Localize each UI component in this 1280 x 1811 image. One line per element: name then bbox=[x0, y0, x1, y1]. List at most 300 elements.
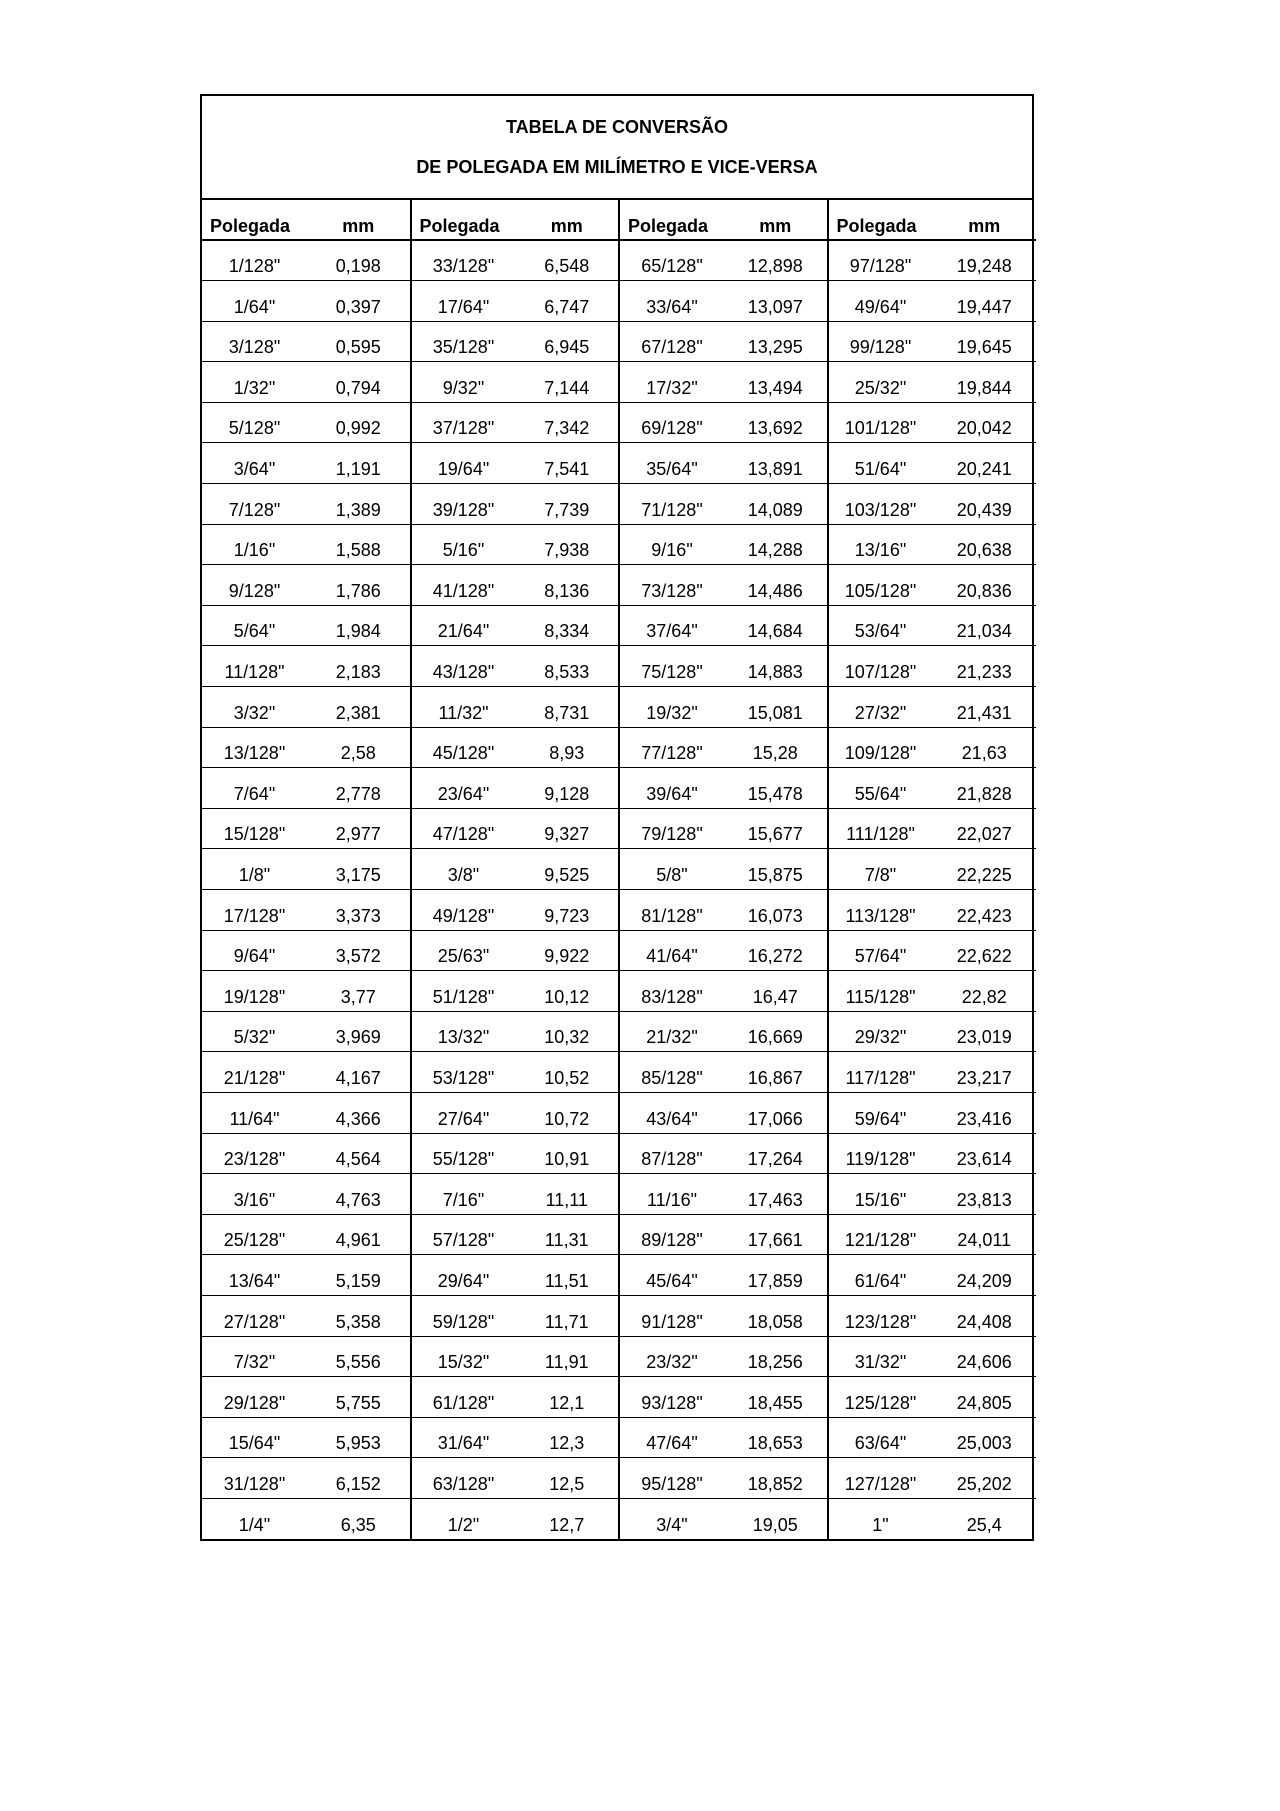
cell-polegada: 89/128" bbox=[619, 1214, 724, 1255]
cell-polegada: 15/32" bbox=[411, 1336, 516, 1377]
cell-polegada: 57/64" bbox=[828, 930, 933, 971]
cell-mm: 18,256 bbox=[724, 1336, 828, 1377]
cell-polegada: 5/8" bbox=[619, 849, 724, 890]
cell-mm: 9,723 bbox=[516, 890, 620, 931]
cell-mm: 11,31 bbox=[516, 1214, 620, 1255]
cell-mm: 21,034 bbox=[933, 605, 1037, 646]
table-row bbox=[202, 1214, 1036, 1255]
cell-mm: 14,089 bbox=[724, 484, 828, 525]
cell-mm: 17,661 bbox=[724, 1214, 828, 1255]
cell-polegada: 15/128" bbox=[202, 808, 307, 849]
cell-polegada: 53/128" bbox=[411, 1052, 516, 1093]
cell-polegada: 1/64" bbox=[202, 281, 307, 322]
cell-mm: 22,82 bbox=[933, 971, 1037, 1012]
cell-mm: 6,945 bbox=[516, 321, 620, 362]
header-mm: mm bbox=[933, 200, 1037, 240]
cell-mm: 19,248 bbox=[933, 240, 1037, 281]
cell-polegada: 109/128" bbox=[828, 727, 933, 768]
cell-polegada: 13/128" bbox=[202, 727, 307, 768]
cell-mm: 16,073 bbox=[724, 890, 828, 931]
table-row bbox=[202, 930, 1036, 971]
cell-polegada: 5/16" bbox=[411, 524, 516, 565]
cell-polegada: 47/64" bbox=[619, 1417, 724, 1458]
cell-mm: 20,042 bbox=[933, 402, 1037, 443]
cell-polegada: 13/16" bbox=[828, 524, 933, 565]
cell-polegada: 1/32" bbox=[202, 362, 307, 403]
cell-mm: 20,638 bbox=[933, 524, 1037, 565]
cell-polegada: 97/128" bbox=[828, 240, 933, 281]
cell-polegada: 57/128" bbox=[411, 1214, 516, 1255]
cell-polegada: 9/32" bbox=[411, 362, 516, 403]
cell-mm: 9,525 bbox=[516, 849, 620, 890]
cell-polegada: 65/128" bbox=[619, 240, 724, 281]
cell-mm: 15,28 bbox=[724, 727, 828, 768]
cell-mm: 1,389 bbox=[307, 484, 411, 525]
header-polegada: Polegada bbox=[619, 200, 724, 240]
cell-polegada: 119/128" bbox=[828, 1133, 933, 1174]
cell-polegada: 77/128" bbox=[619, 727, 724, 768]
cell-polegada: 31/128" bbox=[202, 1458, 307, 1499]
cell-polegada: 17/32" bbox=[619, 362, 724, 403]
cell-mm: 2,183 bbox=[307, 646, 411, 687]
table-row bbox=[202, 768, 1036, 809]
table-row bbox=[202, 484, 1036, 525]
cell-polegada: 83/128" bbox=[619, 971, 724, 1012]
cell-polegada: 101/128" bbox=[828, 402, 933, 443]
cell-polegada: 117/128" bbox=[828, 1052, 933, 1093]
cell-mm: 25,202 bbox=[933, 1458, 1037, 1499]
cell-polegada: 21/64" bbox=[411, 605, 516, 646]
cell-mm: 14,288 bbox=[724, 524, 828, 565]
cell-polegada: 51/128" bbox=[411, 971, 516, 1012]
cell-mm: 17,264 bbox=[724, 1133, 828, 1174]
cell-polegada: 59/128" bbox=[411, 1295, 516, 1336]
cell-mm: 24,408 bbox=[933, 1295, 1037, 1336]
cell-mm: 23,416 bbox=[933, 1092, 1037, 1133]
cell-polegada: 61/64" bbox=[828, 1255, 933, 1296]
cell-polegada: 1/2" bbox=[411, 1498, 516, 1539]
cell-polegada: 11/16" bbox=[619, 1174, 724, 1215]
cell-polegada: 3/64" bbox=[202, 443, 307, 484]
cell-mm: 12,7 bbox=[549, 1515, 585, 1535]
table-title-block bbox=[202, 96, 1032, 200]
cell-mm: 19,645 bbox=[933, 321, 1037, 362]
cell-polegada: 53/64" bbox=[828, 605, 933, 646]
table-row bbox=[202, 565, 1036, 606]
cell-polegada: 43/128" bbox=[411, 646, 516, 687]
cell-mm: 15,478 bbox=[724, 768, 828, 809]
cell-polegada: 37/64" bbox=[619, 605, 724, 646]
table-row bbox=[202, 1336, 1036, 1377]
table-row bbox=[202, 971, 1036, 1012]
cell-mm: 13,097 bbox=[724, 281, 828, 322]
cell-mm: 12,3 bbox=[516, 1417, 620, 1458]
cell-mm: 16,867 bbox=[724, 1052, 828, 1093]
cell-polegada: 7/64" bbox=[202, 768, 307, 809]
cell-mm: 0,992 bbox=[307, 402, 411, 443]
cell-mm: 11,71 bbox=[516, 1295, 620, 1336]
cell-polegada: 107/128" bbox=[828, 646, 933, 687]
cell-polegada: 73/128" bbox=[619, 565, 724, 606]
table-row bbox=[202, 1133, 1036, 1174]
cell-mm: 1,588 bbox=[307, 524, 411, 565]
table-row bbox=[202, 1377, 1036, 1418]
conversion-table-sheet bbox=[200, 94, 1034, 1541]
cell-polegada: 21/32" bbox=[619, 1011, 724, 1052]
cell-mm: 21,431 bbox=[933, 687, 1037, 728]
cell-mm: 7,144 bbox=[516, 362, 620, 403]
conversion-table bbox=[202, 200, 1036, 1539]
cell-polegada: 5/128" bbox=[202, 402, 307, 443]
cell-polegada: 39/128" bbox=[411, 484, 516, 525]
cell-mm: 22,225 bbox=[933, 849, 1037, 890]
cell-polegada: 15/64" bbox=[202, 1417, 307, 1458]
cell-mm: 13,891 bbox=[724, 443, 828, 484]
cell-polegada: 63/128" bbox=[411, 1458, 516, 1499]
cell-polegada: 9/64" bbox=[202, 930, 307, 971]
cell-mm: 23,813 bbox=[933, 1174, 1037, 1215]
cell-mm: 16,272 bbox=[724, 930, 828, 971]
cell-mm: 20,836 bbox=[933, 565, 1037, 606]
cell-mm: 4,366 bbox=[307, 1092, 411, 1133]
cell-mm: 25,003 bbox=[933, 1417, 1037, 1458]
cell-mm: 8,731 bbox=[516, 687, 620, 728]
cell-mm: 2,778 bbox=[307, 768, 411, 809]
cell-polegada: 63/64" bbox=[828, 1417, 933, 1458]
cell-mm: 3,969 bbox=[307, 1011, 411, 1052]
table-row bbox=[202, 808, 1036, 849]
table-row bbox=[202, 890, 1036, 931]
cell-mm: 9,128 bbox=[516, 768, 620, 809]
cell-mm: 14,486 bbox=[724, 565, 828, 606]
cell-polegada: 29/64" bbox=[411, 1255, 516, 1296]
cell-polegada: 9/128" bbox=[202, 565, 307, 606]
cell-mm: 5,755 bbox=[307, 1377, 411, 1418]
cell-polegada: 19/32" bbox=[619, 687, 724, 728]
table-row bbox=[202, 1255, 1036, 1296]
cell-mm: 3,77 bbox=[307, 971, 411, 1012]
cell-polegada: 25/63" bbox=[411, 930, 516, 971]
cell-mm: 9,922 bbox=[516, 930, 620, 971]
cell-polegada: 81/128" bbox=[619, 890, 724, 931]
cell-mm: 6,747 bbox=[516, 281, 620, 322]
cell-mm: 16,47 bbox=[724, 971, 828, 1012]
cell-mm: 4,167 bbox=[307, 1052, 411, 1093]
cell-polegada: 21/128" bbox=[202, 1052, 307, 1093]
cell-polegada: 5/32" bbox=[202, 1011, 307, 1052]
cell-mm: 11,11 bbox=[516, 1174, 620, 1215]
cell-mm: 21,233 bbox=[933, 646, 1037, 687]
table-row bbox=[202, 1174, 1036, 1215]
cell-polegada: 55/128" bbox=[411, 1133, 516, 1174]
table-row bbox=[202, 646, 1036, 687]
cell-polegada: 37/128" bbox=[411, 402, 516, 443]
cell-polegada: 3/4" bbox=[619, 1498, 724, 1539]
cell-polegada: 9/16" bbox=[619, 524, 724, 565]
cell-polegada: 27/128" bbox=[202, 1295, 307, 1336]
cell-polegada: 17/64" bbox=[411, 281, 516, 322]
table-row bbox=[202, 1052, 1036, 1093]
cell-mm: 0,198 bbox=[307, 240, 411, 281]
cell-polegada: 93/128" bbox=[619, 1377, 724, 1418]
cell-mm: 23,019 bbox=[933, 1011, 1037, 1052]
cell-mm: 15,875 bbox=[724, 849, 828, 890]
cell-mm: 19,447 bbox=[933, 281, 1037, 322]
cell-mm: 7,342 bbox=[516, 402, 620, 443]
cell-mm: 17,066 bbox=[724, 1092, 828, 1133]
cell-polegada: 33/128" bbox=[411, 240, 516, 281]
cell-polegada: 99/128" bbox=[828, 321, 933, 362]
cell-mm: 12,5 bbox=[516, 1458, 620, 1499]
cell-mm: 3,373 bbox=[307, 890, 411, 931]
table-row bbox=[202, 849, 1036, 890]
table-row bbox=[202, 240, 1036, 281]
cell-mm: 13,494 bbox=[724, 362, 828, 403]
header-mm: mm bbox=[516, 200, 620, 240]
cell-mm: 24,805 bbox=[933, 1377, 1037, 1418]
cell-polegada: 1" bbox=[828, 1498, 933, 1539]
cell-polegada: 87/128" bbox=[619, 1133, 724, 1174]
cell-polegada: 51/64" bbox=[828, 443, 933, 484]
cell-mm: 1,786 bbox=[307, 565, 411, 606]
cell-mm: 0,595 bbox=[307, 321, 411, 362]
cell-mm: 17,859 bbox=[724, 1255, 828, 1296]
cell-polegada: 39/64" bbox=[619, 768, 724, 809]
cell-polegada: 115/128" bbox=[828, 971, 933, 1012]
cell-polegada: 15/16" bbox=[828, 1174, 933, 1215]
cell-polegada: 11/64" bbox=[202, 1092, 307, 1133]
table-row bbox=[202, 281, 1036, 322]
cell-mm: 10,91 bbox=[516, 1133, 620, 1174]
cell-polegada: 27/32" bbox=[828, 687, 933, 728]
cell-polegada: 55/64" bbox=[828, 768, 933, 809]
cell-mm: 10,72 bbox=[516, 1092, 620, 1133]
cell-polegada: 45/64" bbox=[619, 1255, 724, 1296]
cell-polegada: 67/128" bbox=[619, 321, 724, 362]
cell-polegada: 41/64" bbox=[619, 930, 724, 971]
cell-mm: 12,898 bbox=[724, 240, 828, 281]
cell-mm: 18,653 bbox=[724, 1417, 828, 1458]
cell-mm: 8,93 bbox=[516, 727, 620, 768]
cell-mm: 11,51 bbox=[516, 1255, 620, 1296]
cell-mm: 7,739 bbox=[516, 484, 620, 525]
cell-mm: 17,463 bbox=[724, 1174, 828, 1215]
cell-mm: 10,32 bbox=[516, 1011, 620, 1052]
cell-polegada: 17/128" bbox=[202, 890, 307, 931]
cell-mm: 6,35 bbox=[340, 1515, 376, 1535]
cell-polegada: 49/128" bbox=[411, 890, 516, 931]
header-polegada: Polegada bbox=[828, 200, 933, 240]
cell-polegada: 103/128" bbox=[828, 484, 933, 525]
cell-mm: 0,794 bbox=[307, 362, 411, 403]
cell-polegada: 13/32" bbox=[411, 1011, 516, 1052]
cell-mm: 14,684 bbox=[724, 605, 828, 646]
table-row bbox=[202, 687, 1036, 728]
cell-mm: 7,541 bbox=[516, 443, 620, 484]
cell-polegada: 125/128" bbox=[828, 1377, 933, 1418]
table-row bbox=[202, 605, 1036, 646]
cell-mm: 9,327 bbox=[516, 808, 620, 849]
cell-polegada: 45/128" bbox=[411, 727, 516, 768]
cell-polegada: 41/128" bbox=[411, 565, 516, 606]
cell-polegada: 61/128" bbox=[411, 1377, 516, 1418]
cell-mm: 4,763 bbox=[307, 1174, 411, 1215]
cell-mm: 8,334 bbox=[516, 605, 620, 646]
cell-mm: 19,05 bbox=[752, 1515, 798, 1535]
cell-polegada: 35/128" bbox=[411, 321, 516, 362]
cell-mm: 2,381 bbox=[307, 687, 411, 728]
cell-polegada: 25/128" bbox=[202, 1214, 307, 1255]
cell-mm: 6,548 bbox=[516, 240, 620, 281]
cell-mm: 21,828 bbox=[933, 768, 1037, 809]
cell-mm: 24,011 bbox=[933, 1214, 1037, 1255]
cell-mm: 14,883 bbox=[724, 646, 828, 687]
cell-mm: 15,677 bbox=[724, 808, 828, 849]
cell-polegada: 3/8" bbox=[411, 849, 516, 890]
cell-mm: 18,852 bbox=[724, 1458, 828, 1499]
cell-mm: 4,564 bbox=[307, 1133, 411, 1174]
cell-polegada: 23/64" bbox=[411, 768, 516, 809]
cell-mm: 12,1 bbox=[516, 1377, 620, 1418]
cell-mm: 4,961 bbox=[307, 1214, 411, 1255]
cell-polegada: 11/128" bbox=[202, 646, 307, 687]
cell-mm: 22,027 bbox=[933, 808, 1037, 849]
cell-polegada: 29/32" bbox=[828, 1011, 933, 1052]
cell-polegada: 25/32" bbox=[828, 362, 933, 403]
cell-polegada: 1/8" bbox=[202, 849, 307, 890]
cell-polegada: 123/128" bbox=[828, 1295, 933, 1336]
cell-mm: 5,159 bbox=[307, 1255, 411, 1296]
cell-polegada: 3/128" bbox=[202, 321, 307, 362]
cell-polegada: 113/128" bbox=[828, 890, 933, 931]
cell-polegada: 7/32" bbox=[202, 1336, 307, 1377]
cell-polegada: 1/4" bbox=[238, 1515, 271, 1535]
table-title: TABELA DE CONVERSÃO bbox=[505, 117, 728, 137]
cell-mm: 8,136 bbox=[516, 565, 620, 606]
cell-mm: 0,397 bbox=[307, 281, 411, 322]
cell-polegada: 121/128" bbox=[828, 1214, 933, 1255]
cell-mm: 18,455 bbox=[724, 1377, 828, 1418]
cell-polegada: 95/128" bbox=[619, 1458, 724, 1499]
cell-mm: 22,423 bbox=[933, 890, 1037, 931]
cell-polegada: 7/128" bbox=[202, 484, 307, 525]
cell-mm: 8,533 bbox=[516, 646, 620, 687]
table-row bbox=[202, 443, 1036, 484]
table-row bbox=[202, 1092, 1036, 1133]
cell-mm: 11,91 bbox=[516, 1336, 620, 1377]
cell-polegada: 19/64" bbox=[411, 443, 516, 484]
cell-mm: 24,209 bbox=[933, 1255, 1037, 1296]
cell-mm: 23,614 bbox=[933, 1133, 1037, 1174]
cell-polegada: 79/128" bbox=[619, 808, 724, 849]
cell-mm: 16,669 bbox=[724, 1011, 828, 1052]
cell-polegada: 91/128" bbox=[619, 1295, 724, 1336]
cell-polegada: 23/128" bbox=[202, 1133, 307, 1174]
table-subtitle: DE POLEGADA EM MILÍMETRO E VICE-VERSA bbox=[416, 157, 818, 177]
cell-polegada: 1/128" bbox=[202, 240, 307, 281]
cell-mm: 21,63 bbox=[933, 727, 1037, 768]
cell-mm: 20,241 bbox=[933, 443, 1037, 484]
cell-mm: 3,175 bbox=[307, 849, 411, 890]
cell-polegada: 3/16" bbox=[202, 1174, 307, 1215]
cell-mm: 19,844 bbox=[933, 362, 1037, 403]
cell-polegada: 11/32" bbox=[411, 687, 516, 728]
cell-mm: 20,439 bbox=[933, 484, 1037, 525]
cell-mm: 7,938 bbox=[516, 524, 620, 565]
header-row bbox=[202, 200, 1036, 240]
cell-mm: 2,58 bbox=[307, 727, 411, 768]
table-row bbox=[202, 321, 1036, 362]
table-row bbox=[202, 362, 1036, 403]
table-body bbox=[202, 240, 1036, 1539]
cell-mm: 23,217 bbox=[933, 1052, 1037, 1093]
cell-mm: 10,52 bbox=[516, 1052, 620, 1093]
cell-polegada: 127/128" bbox=[828, 1458, 933, 1499]
cell-mm: 1,191 bbox=[307, 443, 411, 484]
cell-polegada: 13/64" bbox=[202, 1255, 307, 1296]
cell-mm: 3,572 bbox=[307, 930, 411, 971]
cell-mm: 5,556 bbox=[307, 1336, 411, 1377]
table-row bbox=[202, 727, 1036, 768]
table-row bbox=[202, 1011, 1036, 1052]
cell-mm: 22,622 bbox=[933, 930, 1037, 971]
header-polegada: Polegada bbox=[202, 200, 307, 240]
cell-mm: 2,977 bbox=[307, 808, 411, 849]
cell-polegada: 27/64" bbox=[411, 1092, 516, 1133]
cell-polegada: 19/128" bbox=[202, 971, 307, 1012]
table-row bbox=[202, 1498, 1036, 1539]
table-row bbox=[202, 1458, 1036, 1499]
table-row bbox=[202, 524, 1036, 565]
cell-mm: 18,058 bbox=[724, 1295, 828, 1336]
table-row bbox=[202, 1295, 1036, 1336]
cell-polegada: 29/128" bbox=[202, 1377, 307, 1418]
cell-polegada: 71/128" bbox=[619, 484, 724, 525]
cell-polegada: 31/32" bbox=[828, 1336, 933, 1377]
header-mm: mm bbox=[307, 200, 411, 240]
cell-polegada: 35/64" bbox=[619, 443, 724, 484]
cell-polegada: 33/64" bbox=[619, 281, 724, 322]
cell-polegada: 7/16" bbox=[411, 1174, 516, 1215]
cell-polegada: 31/64" bbox=[411, 1417, 516, 1458]
cell-mm: 13,692 bbox=[724, 402, 828, 443]
cell-mm: 13,295 bbox=[724, 321, 828, 362]
cell-mm: 24,606 bbox=[933, 1336, 1037, 1377]
cell-polegada: 1/16" bbox=[202, 524, 307, 565]
cell-mm: 5,953 bbox=[307, 1417, 411, 1458]
cell-mm: 10,12 bbox=[516, 971, 620, 1012]
cell-polegada: 23/32" bbox=[619, 1336, 724, 1377]
cell-polegada: 59/64" bbox=[828, 1092, 933, 1133]
cell-polegada: 49/64" bbox=[828, 281, 933, 322]
cell-mm: 15,081 bbox=[724, 687, 828, 728]
cell-mm: 25,4 bbox=[966, 1515, 1002, 1535]
header-mm: mm bbox=[724, 200, 828, 240]
table-row bbox=[202, 1417, 1036, 1458]
cell-polegada: 3/32" bbox=[202, 687, 307, 728]
cell-polegada: 43/64" bbox=[619, 1092, 724, 1133]
cell-polegada: 111/128" bbox=[828, 808, 933, 849]
cell-polegada: 5/64" bbox=[202, 605, 307, 646]
header-polegada: Polegada bbox=[411, 200, 516, 240]
cell-polegada: 69/128" bbox=[619, 402, 724, 443]
cell-polegada: 105/128" bbox=[828, 565, 933, 606]
cell-polegada: 47/128" bbox=[411, 808, 516, 849]
cell-polegada: 85/128" bbox=[619, 1052, 724, 1093]
table-row bbox=[202, 402, 1036, 443]
cell-mm: 1,984 bbox=[307, 605, 411, 646]
cell-mm: 6,152 bbox=[307, 1458, 411, 1499]
